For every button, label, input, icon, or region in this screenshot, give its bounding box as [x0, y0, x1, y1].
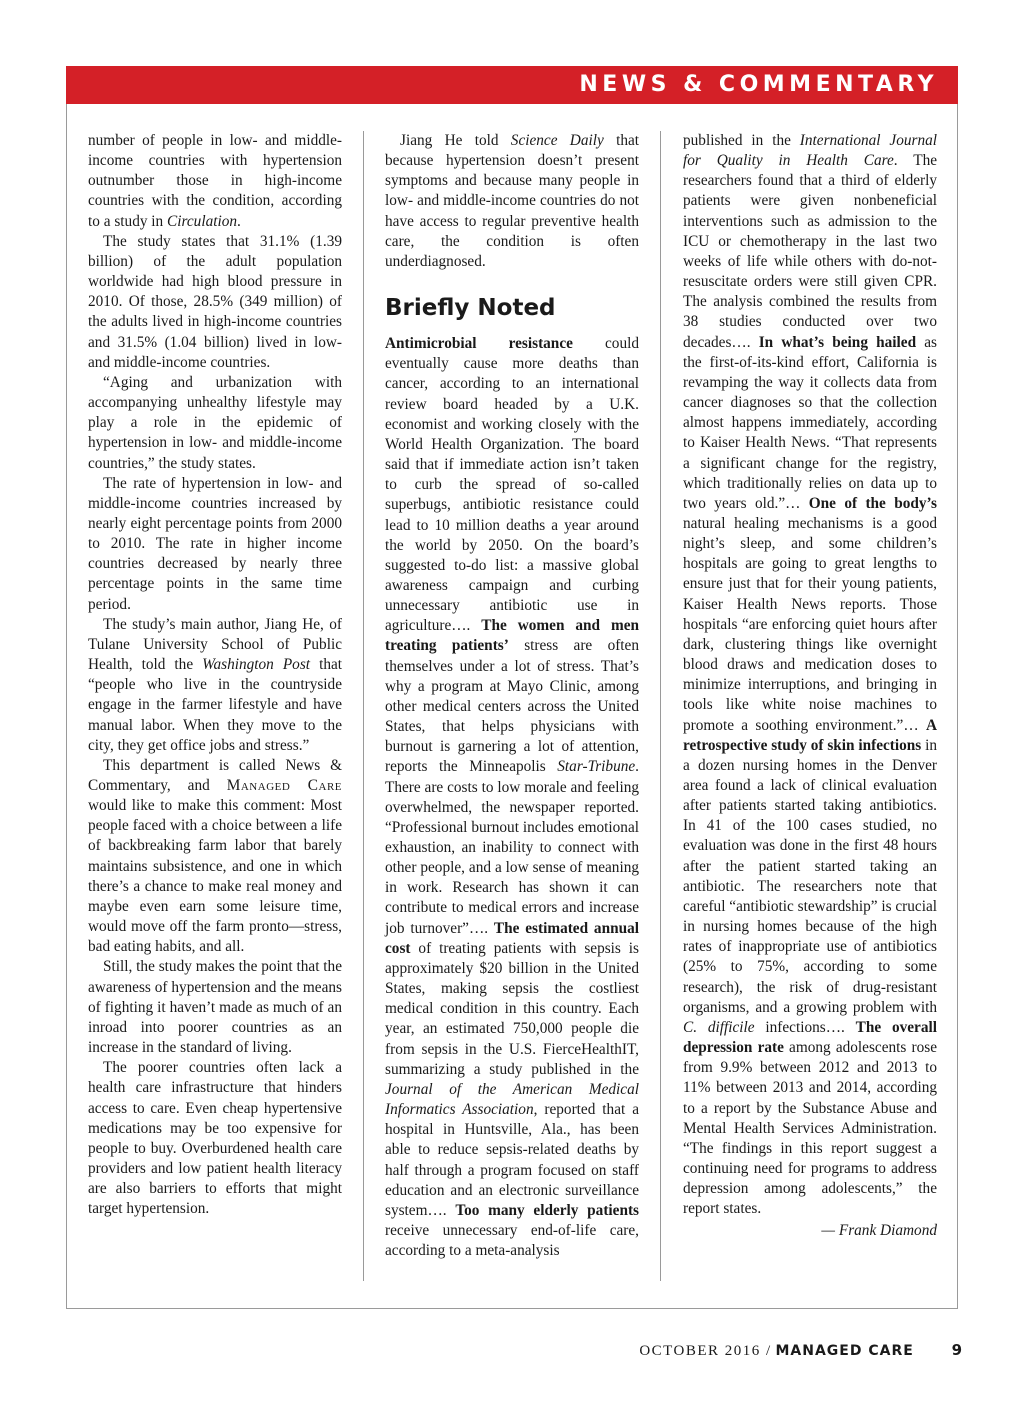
paragraph: The study states that 31.1% (1.39 billion) of the adult population worldwide had high blood pressure in 2010. Of those, 28.5% (349 million) of the adults lived in high-income countries and 31.5% (1.04 billion) lived in low- and middle-income countries.: [88, 232, 342, 371]
paragraph: Jiang He told Science Daily that because hypertension doesn’t present symptoms and because many people in low- and middle-income countries do not have access to regular preventive health care, the condition is often underdiagnosed.: [385, 132, 640, 270]
article-column-2: [385, 131, 639, 1261]
paragraph: Still, the study makes the point that the awareness of hypertension and the means of fighting it haven’t made as much of an inroad into poorer countries as an increase in the standard of living.: [88, 958, 342, 1057]
article-column-1: [88, 131, 342, 1219]
publication-name: MANAGED CARE: [775, 1343, 914, 1359]
page-footer: [639, 1340, 962, 1361]
article-column-3: [683, 131, 937, 1242]
column-divider: [363, 131, 364, 1281]
column-divider: [660, 131, 661, 1281]
page-number: 9: [951, 1341, 962, 1359]
paragraph: This department is called News & Commentary, and Managed Care would like to make this comment: Most people faced with a choice between a life of backbreaking farm labor that barely maintains subsistence, and one in which there’s a chance to make real money and maybe even earn some leisure time, would move off the farm pronto—stress, bad eating habits, and all.: [88, 756, 342, 956]
section-title: NEWS & COMMENTARY: [579, 72, 938, 97]
paragraph: The poorer countries often lack a health care infrastructure that hinders access to care. Even cheap hypertensive medications may be too expensive for people to buy. Overburdened health care providers and low patient health literacy are also barriers to efforts that might target hypertension.: [88, 1059, 342, 1218]
paragraph: number of people in low- and middle-income countries with hypertension outnumber those in high-income countries with the condition, according to a study in Circulation.: [88, 132, 342, 230]
section-banner: [66, 66, 958, 104]
paragraph: “Aging and urbanization with accompanying unhealthy lifestyle may play a role in the epidemic of hypertension in low- and middle-income countries,” the study states.: [88, 373, 342, 472]
issue-date: OCTOBER 2016 /: [639, 1343, 772, 1359]
paragraph: The rate of hypertension in low- and middle-income countries increased by nearly eight percentage points from 2000 to 2010. The rate in higher income countries decreased by nearly three percentage points in the same time period.: [88, 474, 342, 613]
briefs-paragraph: published in the International Journal for Quality in Health Care. The researchers found that a third of elderly patients were given nonbeneficial interventions such as admission to the ICU or chemotherapy in the last two weeks of life while others with do-not-resuscitate orders were still given CPR. The analysis combined the results from 38 studies conducted over two decades…. In what’s being hailed as the first-of-its-kind effort, California is revamping the way it collects data from cancer diagnoses so that the collection almost happens immediately, according to Kaiser Health News. “That represents a significant change for the registry, which traditionally relies on data up to two years old.”… One of the body’s natural healing mechanisms is a good night’s sleep, and some children’s hospitals are going to great lengths to ensure just that for their young patients, Kaiser Health News reports. Those hospitals “are enforcing quiet hours after dark, clustering things like overnight blood draws and medication doses to minimize interruptions, and bringing in tools like white noise machines to promote a soothing environment.”… A retrospective study of skin infections in a dozen nursing homes in the Denver area found a lack of clinical evaluation after patients started taking antibiotics. In 41 of the 100 cases studied, no evaluation was done in the first 48 hours after the patient started taking an antibiotic. The researchers note that careful “antibiotic stewardship” is crucial in nursing homes because of the high rates of inappropriate use of antibiotics (25% to 75%, according to some research), the risk of drug-resistant organisms, and a growing problem with C. difficile infections…. The overall depression rate among adolescents rose from 9.9% between 2012 and 2013 to 11% between 2013 and 2014, according to a report by the Substance Abuse and Mental Health Services Administration. “The findings in this report suggest a continuing need for programs to address depression among adolescents,” the report states.: [683, 132, 938, 1218]
paragraph: The study’s main author, Jiang He, of Tulane University School of Public Health, told the Washington Post that “people who live in the countryside engage in the farmer lifestyle and have manual labor. When they move to the city, they get office jobs and stress.”: [88, 615, 343, 754]
briefs-paragraph: Antimicrobial resistance could eventually cause more deaths than cancer, according to an international review board headed by a U.K. economist and working closely with the World Health Organization. The board said that if immediate action isn’t taken to curb the spread of so-called superbugs, antibiotic resistance could lead to 10 million deaths a year around the world by 2050. On the board’s suggested to-do list: a massive global awareness campaign and curbing unnecessary antibiotic use in agriculture…. The women and men treating patients’ stress are often themselves under a lot of stress. That’s why a program at Mayo Clinic, among other medical centers across the United States, that helps physicians with burnout is garnering a lot of attention, reports the Minneapolis Star-Tribune. There are costs to low morale and feeling overwhelmed, the newspaper reported. “Professional burnout includes emotional exhaustion, an inability to connect with other people, and a low sense of meaning in work. Research has shown it can contribute to medical errors and increase job turnover”…. The estimated annual cost of treating patients with sepsis is approximately $20 billion in the United States, making sepsis the costliest medical condition in this country. Each year, an estimated 750,000 people die from sepsis in the U.S. FierceHealthIT, summarizing a study published in the Journal of the American Medical Informatics Association, reported that a hospital in Huntsville, Ala., has been able to reduce sepsis-related deaths by half through a program focused on staff education and an electronic surveillance system…. Too many elderly patients receive unnecessary end-of-life care, according to a meta-analysis: [385, 335, 640, 1260]
briefly-noted-heading: Briefly Noted: [385, 295, 556, 322]
author-byline: — Frank Diamond: [821, 1222, 937, 1240]
